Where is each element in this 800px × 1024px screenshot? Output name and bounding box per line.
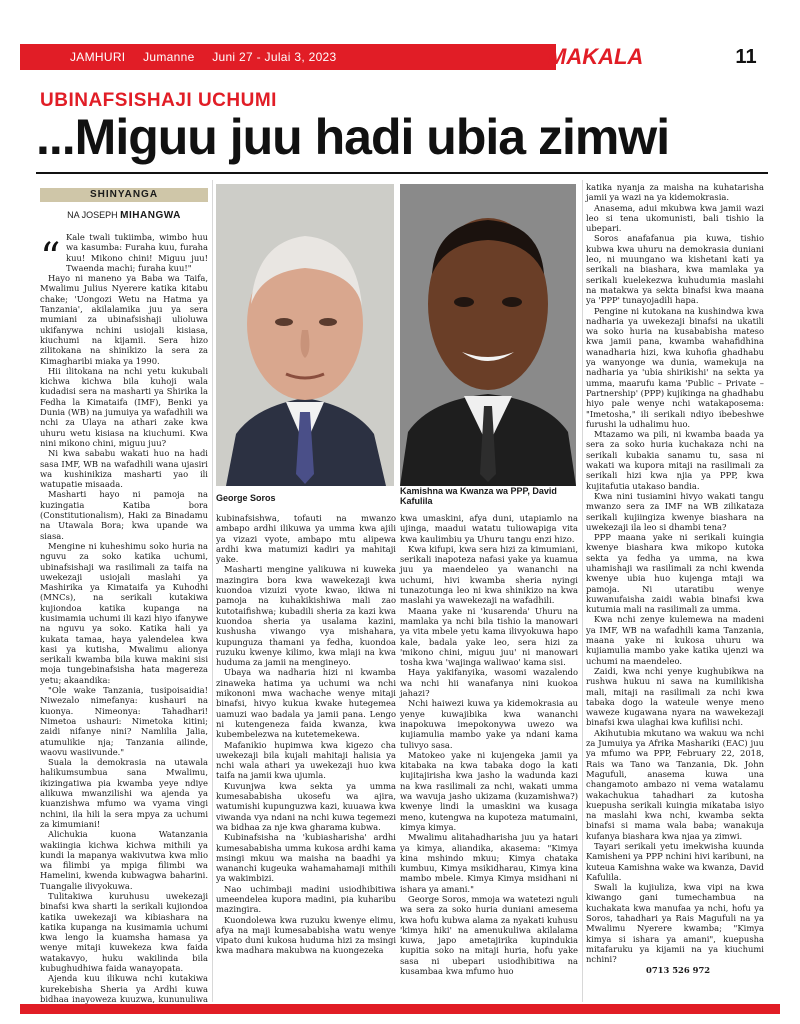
article-column-1 — [40, 232, 208, 1002]
dateline: SHINYANGA — [40, 188, 208, 202]
paragraph: Masharti mengine yalikuwa ni kuweka mazingira bora kwa wawekezaji kwa kuondoa vizuizi vyote kwao, ikiwa ni pamoja na kuhakikishiwa mali zao kutotaifishwa; kubadili sheria za kazi kwa kuondoa sheria ya usalama kazini, kushusha viwango vya mishahara, kupunguza thamani ya fedha, kuondoa ruzuku kwenye kilimo, kwa mlaji na kwa huduma za jamii na mengineyo. — [216, 564, 396, 668]
issue-day: Jumanne — [143, 50, 195, 64]
paragraph: Kuvunjwa kwa sekta ya umma kumesababisha ukosefu wa ajira, watumishi kupunguzwa kazi, kuuawa kwa viwanda vya ndani na nchi kuwa tegemezi wa bidhaa za nje kwa gharama kubwa. — [216, 780, 396, 832]
paragraph: Kwa kifupi, kwa sera hizi za kimumiani, serikali inapoteza nafasi yake ya kuamua juu ya maendeleo ya wananchi na uchumi, hivi kwamba sheria nyingi tunazotunga leo ni kwa shinikizo na kwa maslahi ya wawekezaji na wafadhili. — [400, 543, 578, 606]
article-column-3 — [400, 513, 578, 1001]
paragraph: Kale twali tukiimba, wimbo huu wa kasumba: Furaha kuu, furaha kuu! Mikono chini! Miguu juu! Twaenda machi; furaha kuu!" — [66, 232, 208, 273]
paragraph: Tulitakiwa kuruhusu uwekezaji binafsi kwa sharti la serikali kujiondoa katika uwekezaji wa kibiashara na katika kupanga na kusimamia uchumi kwa lengo la kuamsha hamasa ya wenye mitaji kuwekeza kwa faida watakavyo, huku wakilinda bila kubughudhiwa faida wanayopata. — [40, 891, 208, 974]
paragraph: Hayo ni maneno ya Baba wa Taifa, Mwalimu Julius Nyerere katika kitabu chake; 'Uongozi Wetu na Hatma ya Tanzania', akilalamika juu ya sera mumiani za ubinafsishaji ulioluwa ukifanywa nchini usiojali kisiasa, kiuchumi na kijamii. Sera hizo zilitokana na shinikizo la sera za Kimagharibi miaka ya 1990. — [40, 273, 208, 366]
paragraph: Nchi haiwezi kuwa ya kidemokrasia au yenye kuwajibika kwa wananchi inapokuwa imepokonywa uwezo wa kujiamulia mambo yake ya ndani kama tulivyo sasa. — [400, 698, 578, 750]
issue-dates: Juni 27 - Julai 3, 2023 — [212, 50, 337, 64]
paragraph: katika nyanja za maisha na kuhatarisha jamii ya wazi na ya kidemokrasia. — [586, 182, 764, 203]
paragraph: Kuondolewa kwa ruzuku kwenye elimu, afya na maji kumesababisha watu wenye vipato duni kukosa huduma hizi za msingi kwa madhara makubwa na kuongezeka — [216, 914, 396, 956]
quote-mark-icon: “ — [40, 235, 61, 281]
paragraph: Soros anafafanua pia kuwa, tishio kubwa kwa uhuru na demokrasia duniani leo, ni muungano wa kishetani kati ya serikali na biashara, kwa mamlaka ya serikali kuelekezwa kuhudumia maslahi na matakwa ya sekta binafsi kwa maana ya 'PPP' tunayojadili hapa. — [586, 233, 764, 306]
masthead-text — [70, 50, 351, 64]
paragraph: Suala la demokrasia na utawala halikumsumbua sana Mwalimu, ikizingatiwa pia kwamba yeye ndiye alikuwa mwanzilishi wa ajenda ya kuanzishwa mfumo wa vyama vingi nchini, ila hili la sera mpya za uchumi za kimumiani! — [40, 757, 208, 829]
headline-rule — [36, 172, 768, 174]
paragraph: Pengine ni kutokana na kushindwa kwa nadharia ya uwekezaji binafsi na ukatili wa soko huria na kusababisha mateso kwa jamii pana, kwamba wahafidhina wanadharia hizi, kwa kuhofia ghadhabu ya wanyonge wa dunia, wamekuja na nadharia ya 'ubia shirikishi' na sekta ya umma, maarufu kama 'Public – Private – Partnership' (PPP) kujikinga na ghadhabu hiyo pale wenye nchi watakaposema: "Imetosha," ili serikali ndiyo ibebeshwe furushi la udhalimu huo. — [586, 305, 764, 429]
paragraph: Ajenda kuu ilikuwa nchi kutakiwa kurekebisha Sheria ya Ardhi kuwa bidhaa inayoweza kuuzwa, kununuliwa — [40, 973, 208, 1004]
paragraph: kwa umaskini, afya duni, utapiamlo na ujinga, maadui watatu tuliowapiga vita kwa kaulimbiu ya Uhuru tangu enzi hizo. — [400, 513, 578, 544]
paragraph: George Soros, mmoja wa watetezi nguli wa sera za soko huria duniani amesema kwa hofu kubwa alama za nyakati kuhusu 'kimya hiki' na amenukuliwa akilalama kuwa, japo ametajirika kupindukia kupitia soko na mitaji huria, hofu yake sasa ni ubepari usiodhibitiwa na kusambaa kwa mfumo huo — [400, 893, 578, 977]
byline — [40, 210, 208, 221]
footer-bar — [20, 1004, 780, 1014]
paragraph: Swali la kujiuliza, kwa vipi na kwa kiwango gani tumechambua na kuchakata kwa manufaa ya nchi, hofu ya Soros, tahadhari ya Rais Magufuli na ya Mwalimu Nyerere kwamba; "Kimya kimya si ishara ya amani", kuepusha mitafaruku ya kijamii na ya kiuchumi nchini? — [586, 882, 764, 965]
paragraph: PPP maana yake ni serikali kuingia kwenye biashara kwa mikopo kutoka sekta ya fedha ya umma, na kwa uhamishaji wa rasilimali za nchi kwenda kwenye ubia huo kujenga mtaji wa pamoja. Ni utaratibu wenye kuwanufaisha zaidi wabia binafsi kwa kutumia mali na rasilimali za umma. — [586, 532, 764, 615]
paragraph: Tayari serikali yetu imekwisha kuunda Kamisheni ya PPP nchini hivi karibuni, na kuteua Kamishna wake wa kwanza, David Kafulila. — [586, 841, 764, 882]
article-headline: ...Miguu juu hadi ubia zimwi — [36, 109, 670, 165]
paragraph: kubinafsishwa, tofauti na mwanzo ambapo ardhi ilikuwa ya umma kwa ajili ya vizazi vyote, ambapo mtu alipewa ardhi kwa matumizi kadiri ya mahitaji yake. — [216, 513, 396, 565]
paragraph: Ubaya wa nadharia hizi ni kwamba zinaweka hatima ya uchumi wa nchi mikononi mwa wachache wenye mitaji binafsi, hivyo kukua kwake hutegemea uamuzi wao badala ya jamii pana. Lengo ni kutengeneza faida kwanza, kwa kubembelezwa na kutetemekewa. — [216, 667, 396, 740]
photo-caption-kafulila: Kamishna wa Kwanza wa PPP, David Kafulila — [400, 486, 557, 506]
portrait-soros-illustration — [216, 184, 394, 486]
paragraph: Kwa nchi zenye kulemewa na madeni ya IMF, WB na wafadhili kama Tanzania, maana yake ni kukosa uhuru wa kujiamulia mambo yake katika ujenzi wa uchumi na maendeleo. — [586, 614, 764, 666]
byline-name: MIHANGWA — [120, 210, 181, 221]
byline-prefix: NA JOSEPH — [67, 210, 118, 220]
photo-george-soros — [216, 184, 394, 486]
photo-david-kafulila — [400, 184, 576, 486]
paragraph: Alichukia kuona Watanzania wakiingia kichwa kichwa mithili ya kundi la mapanya wakivutwa kwa mlio wa filimbi ya mpiga filimbi wa Hamelini, kwenda kubwagwa baharini. Tuangalie ilivyokuwa. — [40, 829, 208, 891]
article-column-2 — [216, 513, 396, 1001]
masthead-bar — [0, 0, 800, 70]
article-column-4 — [586, 182, 764, 1002]
column-divider — [582, 180, 583, 1002]
paragraph: Matokeo yake ni kujengeka jamii ya kitabaka na kwa tabaka dogo la kati kujitajirisha kwa jasho la wadunda kazi na kwa rasilimali za nchi, wakati umma wa wavuja jasho ukizama (kuzamishwa?) kwenye lindi la umaskini wa kusaga meno, kutengwa na kupoteza matumaini, kimya kimya. — [400, 749, 578, 832]
page-number: 11 — [735, 46, 757, 68]
column-divider — [212, 180, 213, 1002]
paragraph: Mafanikio hupimwa kwa kigezo cha uwekezaji bila kujali mahitaji halisia ya nchi wala athari ya uwekezaji huo kwa taifa na jamii kwa ujumla. — [216, 739, 396, 781]
paragraph: Anasema, adui mkubwa kwa jamii wazi leo si tena ukomunisti, bali tishio la ubepari. — [586, 202, 764, 234]
article-kicker: UBINAFSISHAJI UCHUMI — [40, 90, 277, 111]
paragraph: Maana yake ni 'kusarenda' Uhuru na mamlaka ya nchi bila tishio la manowari ya vita mbele yetu kama ilivyokuwa hapo kale, badala yake leo, sera hizi za 'mikono chini, miguu juu' ni manowari tosha kwa 'wajinga waliwao' kama sisi. — [400, 605, 578, 668]
paragraph: Akihutubia mkutano wa wakuu wa nchi za Jumuiya ya Afrika Mashariki (EAC) juu ya mfumo wa PPP, February 22, 2018, Rais wa Tano wa Tanzania, Dk. John Magufuli, anasema kuwa una changamoto ambazo ni vema watalamu wakachukua tahadhari za kutosha kuepusha serikali kuingia mikataba isiyo na maslahi kwa nchi, kwamba sekta binafsi si mama wala baba; wanakuja kufanya biashara kwa njaa ya zimwi. — [586, 727, 764, 841]
paragraph: Mengine ni kuheshimu soko huria na nguvu za soko katika uchumi, ubinafsishaji wa rasilimali za taifa na uwekezaji usiojali maslahi ya Mashirika ya Kimataifa ya Kuhodhi (MNCs), na serikali kutakiwa kujiondoa katika kupanga na kusimamia uchumi ili kazi hiyo ifanywe na nguvu ya soko. Katika hali ya kukata tamaa, haya yalendelea kwa kasi ya kutisha, Mwalimu alionya serikali kwamba bila kuwa makini sisi moja tungebinafsisha hata magereza yetu; akaandika: — [40, 540, 208, 685]
section-label: MAKALA — [548, 44, 644, 69]
paragraph: Ni kwa sababu wakati huo na hadi sasa IMF, WB na wafadhili wana ujasiri wa kushinikiza masharti yao ili watupatie misaada. — [40, 448, 208, 490]
paragraph: Kubinafsisha na 'kubiasharisha' ardhi kumesababisha umma kukosa ardhi kama msingi mkuu wa maisha na baadhi ya wananchi kugeuka wahamahamaji mithili ya wakimbizi. — [216, 832, 396, 884]
paragraph: Hii ilitokana na nchi yetu kukubali kichwa kichwa bila kuhoji wala kudadisi sera na masharti ya Shirika la Fedha la Kimataifa (IMF), Benki ya Dunia (WB) na jumuiya ya wafadhili wa nchi za Ulaya na athari zake kwa uhuru wetu kisiasa na kiuchumi. Kwa nini mikono chini, miguu juu? — [40, 365, 208, 448]
paragraph: "Ole wake Tanzania, tusipoisaidia! Niwezalo nimefanya: kushauri na kuonya. Nimeonya: Tahadhari! Nimetoa ushauri: Nimetoka kitini; zaidi nifanye nini? Namlilia Jalia, atumulikie nja; Tanzania ailinde, waovu wasiivunde." — [40, 685, 208, 757]
paragraph: Masharti hayo ni pamoja na kuzingatia Katiba bora (Constitutionalism), Haki za Binadamu na Utawala Bora; kwa upande wa siasa. — [40, 489, 208, 541]
paragraph: Kwa nini tusiamini hivyo wakati tangu mwanzo sera za IMF na WB zilikataza serikali kujiingiza kwenye biashara na uwekezaji ila leo si dhambi tena? — [586, 490, 764, 532]
photo-caption-soros: George Soros — [216, 493, 276, 503]
paragraph: Nao uchimbaji madini usiodhibitiwa umeendelea kupora madini, pia kuharibu mazingira. — [216, 883, 396, 915]
author-phone: 0713 526 972 — [646, 964, 711, 975]
paragraph: Mtazamo wa pili, ni kwamba baada ya sera za soko huria kuchakaza nchi na serikali kubakia sanamu tu, sasa ni wakati wa kupora mitaji na rasilimali za serikali hizi kwa njia ya PPP, kwa kujitafutia utakaso bandia. — [586, 429, 764, 491]
paragraph: Haya yakifanyika, wasomi wazalendo wa nchi hii wanafanya nini kuokoa jahazi? — [400, 667, 578, 699]
paper-name: JAMHURI — [70, 50, 126, 64]
paragraph: Zaidi, kwa nchi yenye kughubikwa na rushwa hukuu ni sawa na kumilikisha mali, mitaji na rasilimali za nchi kwa tabaka dogo la wateule wenye meno waweze kugawana nyara na wawekezaji binafsi kwa ulaghai kwa kufilisi nchi. — [586, 665, 764, 728]
portrait-kafulila-illustration — [400, 184, 576, 486]
paragraph: Mwalimu alitahadharisha juu ya hatari ya kimya, aliandika, akasema: "Kimya kina mshindo mkuu; Kimya chataka kumbuu, Kimya msikidharau, Kimya kina mambo mbele. Kimya Kimya msidhani ni ishara ya amani." — [400, 832, 578, 894]
